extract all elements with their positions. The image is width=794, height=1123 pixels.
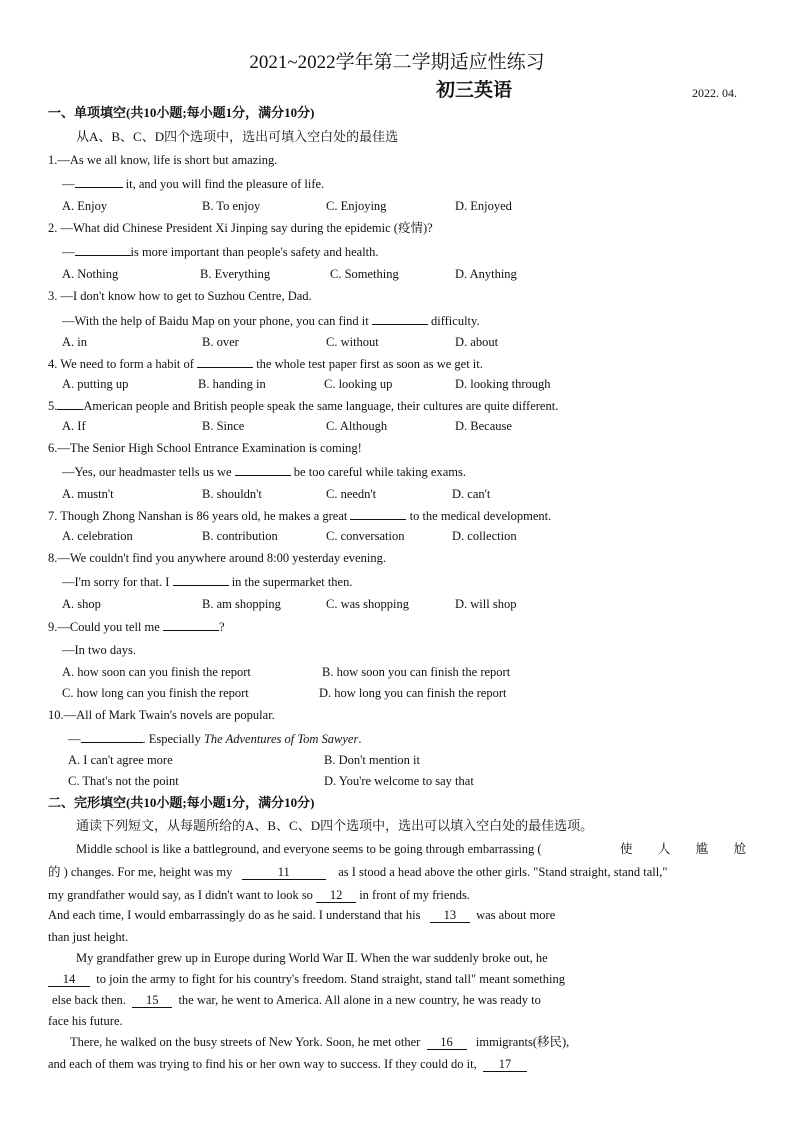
q9-option-a[interactable]: A. how soon can you finish the report [62, 665, 251, 679]
q7-option-d[interactable]: D. collection [452, 529, 517, 543]
q5-option-b[interactable]: B. Since [202, 419, 245, 433]
q5-option-a[interactable]: A. If [62, 419, 86, 433]
q5-stem: 5. American people and British people speak the same language, their cultures are quite different. [48, 399, 559, 413]
q8-option-d[interactable]: D. will shop [455, 597, 517, 611]
q10-option-d[interactable]: D. You're welcome to say that [324, 774, 474, 788]
q5-option-c[interactable]: C. Although [326, 419, 388, 433]
q9-stem: 9.—Could you tell me ? [48, 620, 225, 634]
blank-12[interactable]: 12 [316, 888, 356, 903]
passage-line: 14 to join the army to fight for his country's freedom. Stand straight, stand tall" meant something [48, 971, 565, 987]
q9-option-d[interactable]: D. how long you can finish the report [319, 686, 507, 700]
q8-option-c[interactable]: C. was shopping [326, 597, 409, 611]
q6-line2: —Yes, our headmaster tells us we be too careful while taking exams. [62, 465, 466, 479]
q3-option-b[interactable]: B. over [202, 335, 239, 349]
answer-blank[interactable] [372, 312, 428, 325]
q10-option-c[interactable]: C. That's not the point [68, 774, 179, 788]
passage-line: There, he walked on the busy streets of New York. Soon, he met other 16 immigrants(移民), [70, 1035, 570, 1049]
q10-line2: — . Especially The Adventures of Tom Sawyer. [68, 732, 362, 746]
answer-blank[interactable] [75, 243, 131, 256]
answer-blank[interactable] [75, 175, 123, 188]
q6-option-d[interactable]: D. can't [452, 487, 491, 501]
q1-option-c[interactable]: C. Enjoying [326, 199, 387, 213]
q7-option-c[interactable]: C. conversation [326, 529, 405, 543]
q6-stem: 6.—The Senior High School Entrance Examination is coming! [48, 441, 362, 455]
answer-blank[interactable] [163, 618, 219, 631]
q6-option-b[interactable]: B. shouldn't [202, 487, 262, 501]
q4-option-d[interactable]: D. looking through [455, 377, 551, 391]
q1-line2: — it, and you will find the pleasure of life. [62, 177, 325, 191]
q7-stem: 7. Though Zhong Nanshan is 86 years old, he makes a great to the medical development. [48, 509, 552, 523]
page-title: 2021~2022学年第二学期适应性练习 [249, 52, 545, 73]
passage-line: else back then. 15 the war, he went to America. All alone in a new country, he was ready to [52, 993, 541, 1007]
passage-line: than just height. [48, 930, 129, 944]
q2-option-d[interactable]: D. Anything [455, 267, 517, 281]
q2-line2: — is more important than people's safety and health. [62, 245, 379, 259]
blank-11[interactable]: 11 [242, 865, 326, 880]
answer-blank[interactable] [173, 573, 229, 586]
q2-stem: 2. —What did Chinese President Xi Jinping say during the epidemic (疫情)? [48, 221, 433, 235]
answer-blank[interactable] [235, 463, 291, 476]
passage-line: My grandfather grew up in Europe during World War Ⅱ. When the war suddenly broke out, he [76, 951, 548, 965]
q7-option-b[interactable]: B. contribution [202, 529, 278, 543]
q4-stem: 4. We need to form a habit of the whole test paper first as soon as we get it. [48, 357, 483, 371]
q10-option-a[interactable]: A. I can't agree more [68, 753, 173, 767]
exam-date: 2022. 04. [692, 86, 737, 100]
q6-option-a[interactable]: A. mustn't [62, 487, 114, 501]
q4-option-c[interactable]: C. looking up [324, 377, 393, 391]
blank-17[interactable]: 17 [483, 1057, 527, 1072]
q2-option-a[interactable]: A. Nothing [62, 267, 119, 281]
answer-blank[interactable] [81, 730, 143, 743]
section1-heading: 一、单项填空(共10小题;每小题1分，满分10分) [48, 105, 315, 120]
q7-option-a[interactable]: A. celebration [62, 529, 133, 543]
blank-14[interactable]: 14 [48, 972, 90, 987]
q5-option-d[interactable]: D. Because [455, 419, 512, 433]
passage-line: Middle school is like a battleground, and everyone seems to be going through embarrassing ( [76, 842, 542, 856]
passage-line: face his future. [48, 1014, 123, 1028]
q4-option-b[interactable]: B. handing in [198, 377, 266, 391]
passage-chinese-gloss: 使 人 尴 尬 [620, 842, 746, 856]
section2-instruction: 通读下列短文，从每题所给的A、B、C、D四个选项中，选出可以填入空白处的最佳选项。 [76, 818, 594, 833]
q1-option-b[interactable]: B. To enjoy [202, 199, 261, 213]
q4-option-a[interactable]: A. putting up [62, 377, 129, 391]
q8-option-b[interactable]: B. am shopping [202, 597, 281, 611]
passage-line: my grandfather would say, as I didn't want to look so 12 in front of my friends. [48, 888, 470, 902]
passage-line: 的 ) changes. For me, height was my 11 as I stood a head above the other girls. "Stand straight, stand tall," [48, 865, 668, 879]
section2-heading: 二、完形填空(共10小题;每小题1分，满分10分) [48, 795, 315, 810]
q9-line2: —In two days. [62, 643, 136, 657]
passage-line: And each time, I would embarrassingly do as he said. I understand that his 13 was about more [48, 908, 556, 922]
passage-line: and each of them was trying to find his or her own way to success. If they could do it, 17 [48, 1056, 527, 1072]
q10-stem: 10.—All of Mark Twain's novels are popular. [48, 708, 275, 722]
blank-15[interactable]: 15 [132, 993, 172, 1008]
q1-stem: 1.—As we all know, life is short but amazing. [48, 153, 278, 167]
q3-option-d[interactable]: D. about [455, 335, 499, 349]
q3-line2: —With the help of Baidu Map on your phone, you can find it difficulty. [62, 314, 480, 328]
blank-16[interactable]: 16 [427, 1035, 467, 1050]
q9-option-b[interactable]: B. how soon you can finish the report [322, 665, 511, 679]
answer-blank[interactable] [350, 507, 406, 520]
q8-line2: —I'm sorry for that. I in the supermarket then. [62, 575, 353, 589]
page-subtitle: 初三英语 [436, 80, 513, 101]
q2-option-b[interactable]: B. Everything [200, 267, 271, 281]
q9-option-c[interactable]: C. how long can you finish the report [62, 686, 249, 700]
section1-instruction: 从A、B、C、D四个选项中，选出可填入空白处的最佳选 [76, 129, 399, 144]
q3-stem: 3. —I don't know how to get to Suzhou Centre, Dad. [48, 289, 312, 303]
q8-option-a[interactable]: A. shop [62, 597, 101, 611]
q10-option-b[interactable]: B. Don't mention it [324, 753, 421, 767]
q2-option-c[interactable]: C. Something [330, 267, 399, 281]
answer-blank[interactable] [197, 355, 253, 368]
q8-stem: 8.—We couldn't find you anywhere around 8:00 yesterday evening. [48, 551, 386, 565]
q3-option-c[interactable]: C. without [326, 335, 379, 349]
q6-option-c[interactable]: C. needn't [326, 487, 377, 501]
q1-option-a[interactable]: A. Enjoy [62, 199, 108, 213]
blank-13[interactable]: 13 [430, 908, 470, 923]
q3-option-a[interactable]: A. in [62, 335, 87, 349]
q1-option-d[interactable]: D. Enjoyed [455, 199, 512, 213]
answer-blank[interactable] [57, 397, 83, 410]
